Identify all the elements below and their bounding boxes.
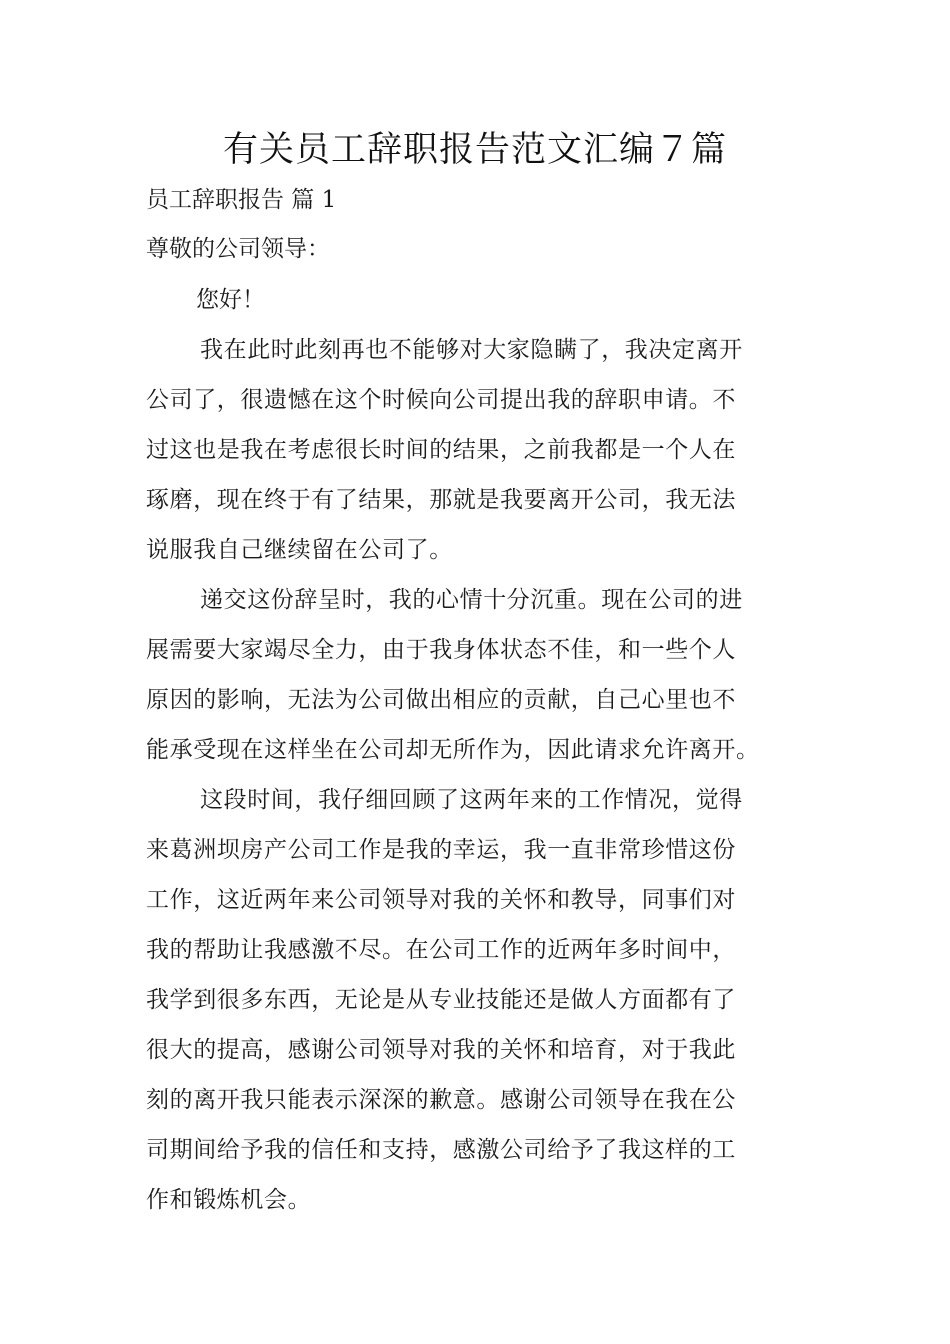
paragraph-line: 我的帮助让我感激不尽。在公司工作的近两年多时间中，	[146, 937, 736, 963]
paragraph-line: 公司了，很遗憾在这个时候向公司提出我的辞职申请。不	[146, 387, 736, 413]
paragraph-line: 司期间给予我的信任和支持，感激公司给予了我这样的工	[146, 1137, 736, 1163]
paragraph	[146, 333, 806, 583]
letter-body	[146, 333, 806, 1233]
paragraph-line: 能承受现在这样坐在公司却无所作为，因此请求允许离开。	[146, 737, 760, 763]
paragraph-line: 原因的影响，无法为公司做出相应的贡献，自己心里也不	[146, 687, 736, 713]
paragraph-line: 琢磨，现在终于有了结果，那就是我要离开公司，我无法	[146, 487, 736, 513]
paragraph-line: 很大的提高，感谢公司领导对我的关怀和培育，对于我此	[146, 1037, 736, 1063]
paragraph-line: 我在此时此刻再也不能够对大家隐瞒了，我决定离开	[200, 337, 743, 363]
salutation: 尊敬的公司领导：	[146, 236, 330, 262]
section-heading: 员工辞职报告 篇 1	[146, 187, 337, 213]
paragraph-line: 刻的离开我只能表示深深的歉意。感谢公司领导在我在公	[146, 1087, 736, 1113]
paragraph-line: 我学到很多东西，无论是从专业技能还是做人方面都有了	[146, 987, 736, 1013]
paragraph-line: 展需要大家竭尽全力，由于我身体状态不佳，和一些个人	[146, 637, 736, 663]
paragraph	[146, 783, 806, 1233]
paragraph-line: 工作，这近两年来公司领导对我的关怀和教导，同事们对	[146, 887, 736, 913]
paragraph-line: 递交这份辞呈时，我的心情十分沉重。现在公司的进	[200, 587, 743, 613]
paragraph-line: 说服我自己继续留在公司了。	[146, 537, 453, 563]
document-title: 有关员工辞职报告范文汇编７篇	[222, 130, 727, 170]
paragraph	[146, 583, 806, 783]
greeting: 您好！	[196, 287, 265, 313]
paragraph-line: 过这也是我在考虑很长时间的结果，之前我都是一个人在	[146, 437, 736, 463]
paragraph-line: 作和锻炼机会。	[146, 1187, 312, 1213]
paragraph-line: 来葛洲坝房产公司工作是我的幸运，我一直非常珍惜这份	[146, 837, 736, 863]
paragraph-line: 这段时间，我仔细回顾了这两年来的工作情况，觉得	[200, 787, 743, 813]
